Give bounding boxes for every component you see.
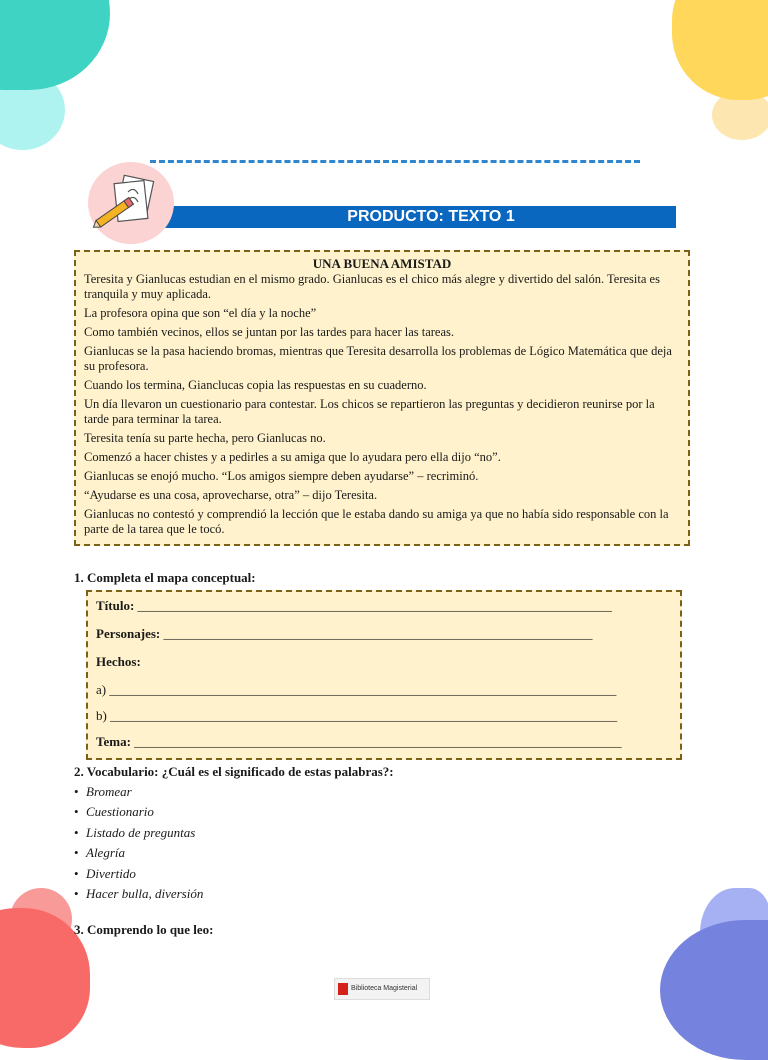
bullet-icon: • <box>74 784 79 799</box>
vocab-word: Alegría <box>86 845 125 861</box>
story-paragraph: Teresita tenía su parte hecha, pero Gianlucas no. <box>84 431 326 445</box>
vocabulary-list <box>74 782 203 904</box>
decor-blob-bottom-right <box>660 920 768 1060</box>
hecho-a-field[interactable] <box>96 682 616 698</box>
vocab-word: Hacer bulla, diversión <box>86 885 204 901</box>
tema-field[interactable] <box>96 734 622 750</box>
hechos-label: Hechos: <box>96 654 141 669</box>
story-paragraph: Gianlucas se la pasa haciendo bromas, mientras que Teresita desarrolla los problemas de Lógico Matemática que deja su profesora. <box>84 344 672 373</box>
hechos-label-row <box>96 654 141 670</box>
tema-label: Tema: <box>96 734 131 749</box>
story-title: UNA BUENA AMISTAD <box>312 256 452 271</box>
page-title-bar <box>156 206 676 228</box>
bullet-icon: • <box>74 824 79 840</box>
titulo-blank: _________________________________________________________________________ <box>137 598 613 613</box>
story-paragraph: “Ayudarse es una cosa, aprovecharse, otra” – dijo Teresita. <box>84 488 378 502</box>
list-item <box>74 782 203 802</box>
hecho-b-label: b) <box>96 708 107 723</box>
story-paragraph: Un día llevaron un cuestionario para contestar. Los chicos se repartieron las preguntas y decidieron reunirse por la tarde para terminar la tarea. <box>84 397 655 426</box>
bullet-icon: • <box>74 845 79 861</box>
biblioteca-logo <box>334 978 430 1000</box>
story-paragraph: Cuando los termina, Gianclucas copia las respuestas en su cuaderno. <box>84 378 427 392</box>
bullet-icon: • <box>74 865 79 881</box>
section-2-heading: 2. Vocabulario: ¿Cuál es el significado de estas palabras?: <box>74 764 394 779</box>
story-paragraph: La profesora opina que son “el día y la noche” <box>84 306 317 320</box>
hecho-a-blank: ______________________________________________________________________________ <box>109 682 617 697</box>
story-paragraph: Comenzó a hacer chistes y a pedirles a su amiga que lo ayudara pero ella dijo “no”. <box>84 450 501 464</box>
list-item <box>74 843 203 863</box>
tema-blank: ___________________________________________________________________________ <box>134 734 622 749</box>
story-paragraph: Como también vecinos, ellos se juntan por las tardes para hacer las tareas. <box>84 325 455 339</box>
hecho-b-blank: ______________________________________________________________________________ <box>110 708 618 723</box>
hecho-a-label: a) <box>96 682 107 697</box>
list-item <box>74 864 203 884</box>
list-item <box>74 802 203 822</box>
decor-blob-top-right <box>672 0 768 100</box>
personajes-blank: __________________________________________________________________ <box>163 626 593 641</box>
story-paragraph: Gianlucas no contestó y comprendió la lección que le estaba dando su amiga ya que no había sido responsable con la parte de la tarea que le tocó. <box>84 507 669 536</box>
bullet-icon: • <box>74 885 79 901</box>
vocab-word: Cuestionario <box>86 804 154 820</box>
section-1-heading: 1. Completa el mapa conceptual: <box>74 570 256 585</box>
concept-map-box <box>86 590 682 760</box>
logo-text: Biblioteca Magisterial <box>351 985 418 992</box>
bullet-icon: • <box>74 804 79 820</box>
list-item <box>74 884 203 904</box>
personajes-field[interactable] <box>96 626 593 642</box>
story-box <box>74 250 690 546</box>
vocab-word: Bromear <box>86 784 132 799</box>
list-item <box>74 823 203 843</box>
vocab-word: Divertido <box>86 865 136 881</box>
story-paragraph: Gianlucas se enojó mucho. “Los amigos siempre deben ayudarse” – recriminó. <box>84 469 479 483</box>
pencil-paper-icon <box>88 162 174 244</box>
personajes-label: Personajes: <box>96 626 161 641</box>
decor-blob-top-left <box>0 0 110 90</box>
hecho-b-field[interactable] <box>96 708 617 724</box>
page-title: PRODUCTO: TEXTO 1 <box>347 208 515 225</box>
titulo-field[interactable] <box>96 598 612 614</box>
logo-mark-icon <box>338 983 348 995</box>
section-3-heading: 3. Comprendo lo que leo: <box>74 922 214 937</box>
vocab-word: Listado de preguntas <box>86 824 196 840</box>
story-paragraph: Teresita y Gianlucas estudian en el mismo grado. Gianlucas es el chico más alegre y divertido del salón. Teresita es tranquila y muy aplicada. <box>84 272 660 301</box>
titulo-label: Título: <box>96 598 135 613</box>
header-dashed-line <box>150 160 640 163</box>
